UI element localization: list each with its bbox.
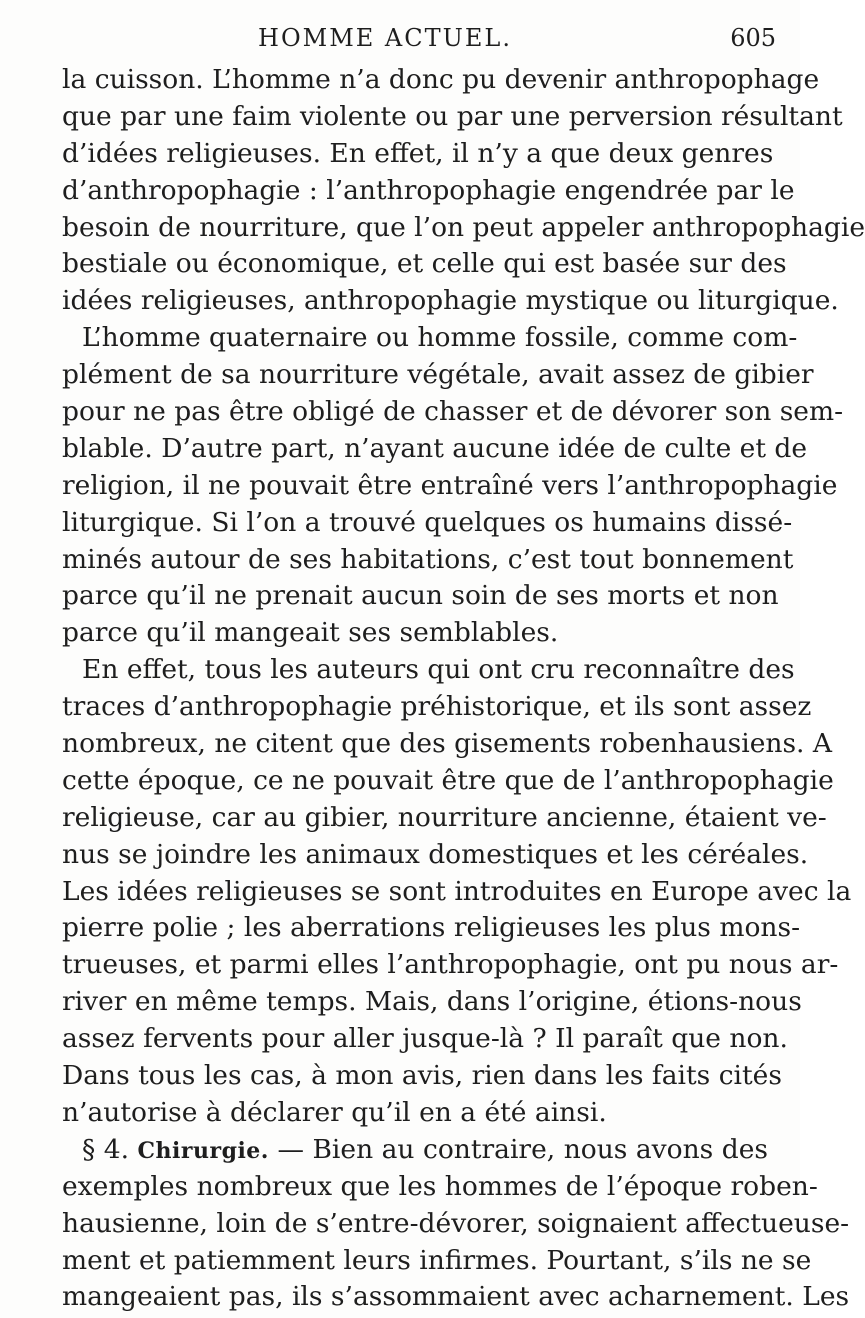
text-line: bestiale ou économique, et celle qui est basée sur des [62,248,787,280]
body-text [62,62,865,1316]
text-line: minés autour de ses habitations, c’est tout bonnement [62,543,794,575]
section-heading-line [62,1132,768,1169]
text-line: exemples nombreux que les hommes de l’époque roben- [62,1170,818,1202]
text-line: nombreux, ne citent que des gisements robenhausiens. A [62,728,833,760]
section-mark: § 4. [82,1133,130,1165]
text-line: plément de sa nourriture végétale, avait assez de gibier [62,359,814,391]
text-line: nus se joindre les animaux domestiques et les céréales. [62,838,809,870]
text-line: d’idées religieuses. En effet, il n’y a que deux genres [62,137,774,169]
text-line: ment et patiemment leurs infirmes. Pourtant, s’ils ne se [62,1244,812,1276]
page-header [60,20,780,54]
text-line: besoin de nourriture, que l’on peut appeler anthropophagie [62,211,865,243]
text-line: n’autorise à déclarer qu’il en a été ainsi. [62,1096,607,1128]
text-line: la cuisson. L’homme n’a donc pu devenir anthropophage [62,64,820,95]
section-line-text: — Bien au contraire, nous avons des [268,1133,768,1165]
section-title: Chirurgie. [137,1137,269,1164]
text-line: trueuses, et parmi elles l’anthropophagie, ont pu nous ar- [62,949,839,981]
text-line: En effet, tous les auteurs qui ont cru reconnaître des [82,654,795,686]
text-line: pierre polie ; les aberrations religieuses les plus mons- [62,912,801,944]
text-line: parce qu’il mangeait ses semblables. [62,617,559,649]
text-line: traces d’anthropophagie préhistorique, et ils sont assez [62,691,812,723]
text-line: mangeaient pas, ils s’assommaient avec acharnement. Les [62,1281,850,1313]
running-title: HOMME ACTUEL. [258,24,512,52]
text-line: Dans tous les cas, à mon avis, rien dans les faits cités [62,1060,782,1092]
text-line: hausienne, loin de s’entre-dévorer, soignaient affectueuse- [62,1207,850,1239]
text-line: cette époque, ce ne pouvait être que de l’anthropophagie [62,764,834,796]
text-line: pour ne pas être obligé de chasser et de dévorer son sem- [62,396,844,428]
text-line: assez fervents pour aller jusque-là ? Il paraît que non. [62,1023,788,1055]
page-number: 605 [730,24,776,52]
text-line: religieuse, car au gibier, nourriture ancienne, étaient ve- [62,801,827,833]
text-line: religion, il ne pouvait être entraîné vers l’anthropophagie [62,469,838,501]
text-line: L’homme quaternaire ou homme fossile, comme com- [82,322,798,354]
text-line: parce qu’il ne prenait aucun soin de ses morts et non [62,580,779,612]
text-line: idées religieuses, anthropophagie mystique ou liturgique. [62,285,839,317]
text-line: river en même temps. Mais, dans l’origine, étions-nous [62,986,802,1018]
text-line: que par une faim violente ou par une perversion résultant [62,100,843,132]
text-line: liturgique. Si l’on a trouvé quelques os humains dissé- [62,506,793,538]
text-line: Les idées religieuses se sont introduites en Europe avec la [62,875,852,907]
text-line: blable. D’autre part, n’ayant aucune idée de culte et de [62,432,808,464]
text-line: d’anthropophagie : l’anthropophagie engendrée par le [62,174,795,206]
